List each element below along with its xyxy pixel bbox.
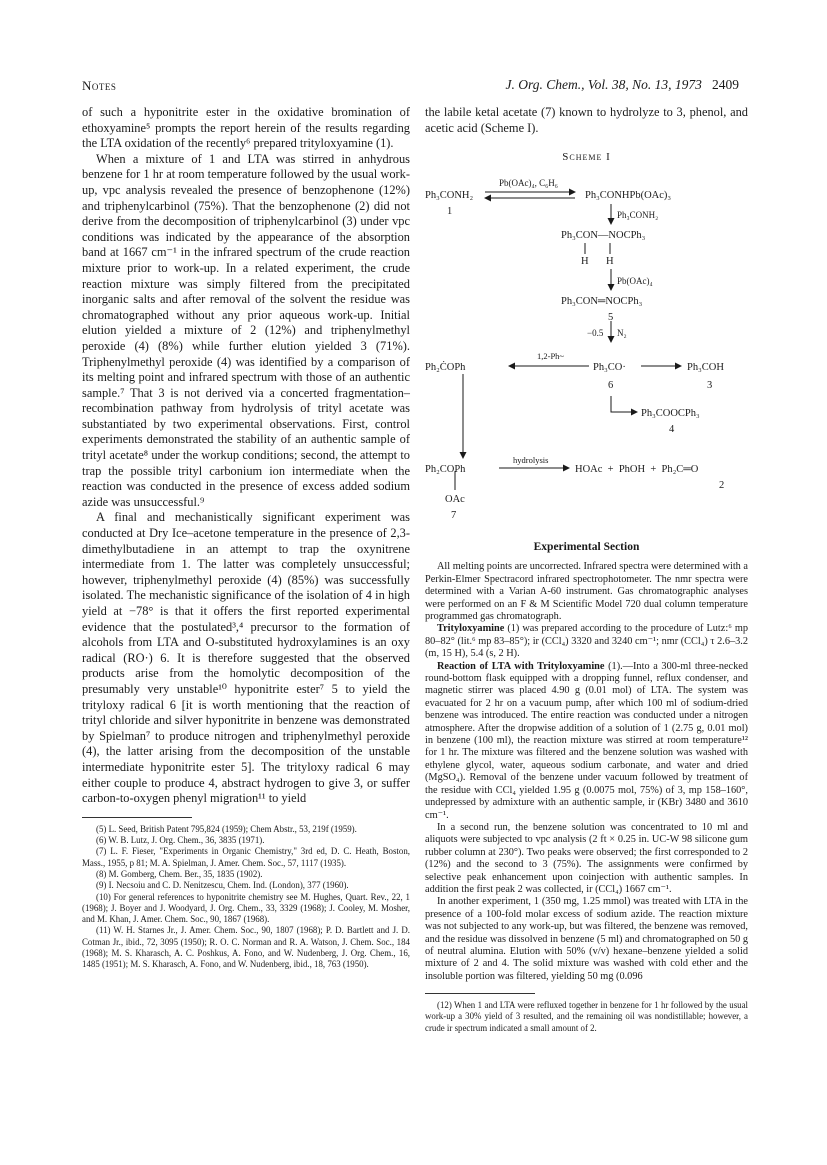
paragraph-2: When a mixture of 1 and LTA was stirred in anhydrous benzene for 1 hr at room temperature followed by the usual work-up, vpc analysis revealed the presence of benzophenone (12%) and triphenylcarbinol (75%). That the benzophenone (2) did not derive from the decomposition of triphenylcarbinol (3) under vpc conditions was indicated by the appearance of the absorption band at 1667 cm⁻¹ in the infrared spectrum of the crude reaction mixture prior to work-up. In a related experiment, the crude reaction mixture was simply filtered from the precipitated inorganic salts and after removal of the solvent the residue was chromatographed without any prior aqueous work-up. Initial elution yielded a mixture of 2 (12%) and triphenylmethyl peroxide (4) (8%) while further elution yielded 3 (71%). Triphenylmethyl peroxide (4) was identified by a comparison of its melting point and infrared spectrum with those of an authentic sample.⁷ That 3 is not derived via a concerted fragmentation–recombination pathway from hydrolysis of trityl acetate was substantiated by two experimental observations. First, control experiments demonstrated the stability of an authentic sample of trityl acetate⁸ under the workup conditions; second, the attempt to trap the possible trityl carbonium ion intermediate when the reaction was conducted in the presence of excess added sodium azide was unsuccessful.⁹: [82, 151, 410, 509]
exp-paragraph-4: In a second run, the benzene solution was concentrated to 10 ml and aliquots were subjected to vpc analysis (2 ft × 0.25 in. UC-W 98 silicone gum rubber column at 230°). Two peaks were observed; the first corresponded to 2 (12%) and the second to 3 (75%). The assignments were confirmed by selective peak enhancement upon coinjection with authentic samples. In addition the first peak 2 was collected, ir (CCl₄) 1667 cm⁻¹.: [425, 821, 748, 895]
right-column: [425, 105, 748, 1034]
trityl-peroxide: Ph₃COOCPh₃: [641, 407, 700, 419]
compound-1-label: 1: [447, 205, 453, 217]
compound-3-label: 3: [707, 379, 713, 391]
hydrazine-h-left: H: [581, 255, 589, 267]
hydrolysis-products: HOAc + PhOH + Ph₂C═O: [575, 463, 699, 475]
footnote-rule: [82, 817, 192, 818]
experimental-heading: Experimental Section: [533, 540, 640, 553]
exp-paragraph-1: All melting points are uncorrected. Infrared spectra were determined with a Perkin-Elmer Spectracord infrared spectrophotometer. The nmr spectra were determined with a Varian A-60 instrument. Gas chromatographic analyses were performed on an F & M Scientific Model 720 dual column temperature programmed gas chromatograph.: [425, 561, 748, 622]
footnote-9: (9) I. Necsoiu and C. D. Nenitzescu, Chem. Ind. (London), 377 (1960).: [96, 880, 349, 891]
n2-loss-coefficient: −0.5: [587, 327, 604, 338]
journal-citation: J. Org. Chem., Vol. 38, No. 13, 1973: [505, 77, 702, 92]
ketal-acetate: Ph₂COPh: [425, 463, 466, 475]
scheme-reagents-step1: Pb(OAc)₄, C₆H₆: [499, 177, 558, 188]
footnote-rule-right: [425, 993, 535, 994]
exp-paragraph-3: [425, 661, 748, 822]
paragraph-3: A final and mechanistically significant experiment was conducted at Dry Ice–acetone temperature in the presence of 2,3-dimethylbutadiene in an attempt to trap the oxynitrene intermediate from 1. The latter was completely unsuccessful; however, triphenylmethyl peroxide (4) (85%) was successfully isolated. The mechanistic significance of the isolation of 4 in high yield at −78° is that it offers the first reported experimental evidence that the postulated³,⁴ precursor to the formation of alcohols from LTA and O-substituted hydroxylamines is an oxy radical (RO·) 6. It is therefore suggested that the observed products arise from the homolytic decomposition of the presumably very unstable¹⁰ hyponitrite ester⁷ 5 to yield the trityloxy radical 6 [it is worth mentioning that the reaction of trityl chloride and silver hyponitrite in benzene was demonstrated by Spielman⁷ to produce nitrogen and triphenylmethyl peroxide (4), the latter arising from the decomposition of the unstable intermediate hyponitrite ester 5]. The trityloxy radical 6 may either couple to produce 4, abstract hydrogen to give 3, or suffer carbon-to-oxygen phenyl migration¹¹ to yield: [82, 510, 410, 806]
exp-paragraph-2: [425, 623, 748, 660]
footnote-12: (12) When 1 and LTA were refluxed together in benzene for 1 hr followed by the usual work-up a 30% yield of 3 resulted, and the remaining oil was nondistillable; however, a crude ir spectrum indicated a small amount of 2.: [425, 1000, 748, 1033]
running-head-notes: Notes: [82, 78, 117, 93]
exp-text-trityloxyamine: (1) was prepared according to the procedure of Lutz:⁶ mp 80–82° (lit.⁶ mp 83–85°); ir (CCl₄) 3320 and 3240 cm⁻¹; nmr (CCl₄) τ 2.6–3.2 (m, 15 H), 5.4 (s, 2 H).: [425, 623, 748, 660]
triphenylcarbinol: Ph₃COH: [687, 361, 724, 373]
lead-complex: Ph₃CONHPb(OAc)₃: [585, 189, 672, 201]
exp-heading-trityloxyamine: Trityloxyamine: [437, 623, 505, 635]
experimental-section: [425, 561, 748, 1034]
trityloxy-radical: Ph₃CO·: [593, 361, 626, 373]
running-head-journal: [506, 77, 740, 93]
left-column: [82, 105, 410, 971]
compound-7-label: 7: [451, 509, 457, 521]
paragraph-1: of such a hyponitrite ester in the oxidative bromination of ethoxyamine⁵ prompts the report herein of the results regarding the LTA oxidation of the recently⁶ prepared trityloxyamine (1).: [82, 105, 410, 151]
exp-text-reaction: (1).—Into a 300-ml three-necked round-bottom flask equipped with a dropping funnel, reflux condenser, and magnetic stirrer was placed 4.90 g (0.01 mol) of LTA. The system was evacuated for 2 hr on a vacuum pump, after which 100 ml of sodium-dried benzene was introduced. The entire reaction was conducted under a nitrogen atmosphere. After the dropwise addition of a solution of 1 (2.75 g, 0.01 mol) in benzene (100 ml), the reaction mixture was stirred at room temperature¹² for 1 hr. The mixture was filtered and the benzene solution was washed with ethylene glycol, water, aqueous sodium carbonate, and water and dried (MgSO₄). Removal of the benzene under vacuum followed by treatment of the residue with CCl₄ yielded 1.95 g (0.0075 mol, 75%) of 3, mp 158–160°, undepressed by admixture with an authentic sample, ir (KBr) 3480 and 3610 cm⁻¹.: [425, 660, 748, 821]
exp-paragraph-5: In another experiment, 1 (350 mg, 1.25 mmol) was treated with LTA in the presence of a 100-fold molar excess of sodium azide. The reaction mixture was not subjected to any work-up, but was filtered, the benzene was removed, and the residue was dissolved in benzene (5 ml) and chromatographed on 50 g of neutral alumina. Elution with 50% (v/v) hexane–benzene yielded a solid mixture of 2 and 4. The solid mixture was washed with cold ether and the insoluble portion was filtered, yielding 50 mg (0.096: [425, 896, 748, 982]
scheme-intro: the labile ketal acetate (7) known to hydrolyze to 3, phenol, and acetic acid (Scheme I).: [425, 105, 748, 135]
compound-6-label: 6: [608, 379, 614, 391]
phenyl-migration-label: 1,2-Ph~: [537, 350, 565, 361]
footnote-7: (7) L. F. Fieser, "Experiments in Organic Chemistry," 3rd ed, D. C. Heath, Boston, Mass., 1955, p 81; M. A. Spielman, J. Amer. Chem. Soc., 57, 1117 (1935).: [82, 846, 410, 868]
compound-1-formula: Ph₃CONH₂: [425, 189, 474, 201]
compound-2-label: 2: [719, 479, 725, 491]
hydrolysis-label: hydrolysis: [513, 454, 549, 465]
scheme-arrows: [425, 166, 748, 534]
scheme-reagent-step2: Ph₃CONH₂: [617, 209, 659, 220]
footnote-6: (6) W. B. Lutz, J. Org. Chem., 36, 3835 (1971).: [96, 835, 265, 846]
radical-ether: Ph₂ĊOPh: [425, 361, 466, 373]
scheme-reagent-step3: Pb(OAc)₄: [617, 275, 653, 286]
hydrazine-h-right: H: [606, 255, 614, 267]
ketal-oac: OAc: [445, 493, 465, 505]
page-number: 2409: [712, 77, 739, 92]
hydrazine-intermediate: Ph₃CON—NOCPh₃: [561, 229, 646, 241]
reaction-scheme: [425, 166, 748, 534]
exp-heading-reaction: Reaction of LTA with Trityloxyamine: [437, 660, 605, 672]
footnote-11: (11) W. H. Starnes Jr., J. Amer. Chem. Soc., 90, 1807 (1968); P. D. Bartlett and J. D. Cotman Jr., ibid., 72, 3095 (1950); R. O. C. Norman and R. A. Watson, J. Chem. Soc., 184 (1968); M. S. Kharasch, A. C. Poshkus, A. Fono, and W. Nudenberg, J. Org. Chem., 16, 1485 (1951); M. S. Kharasch, A. Fono, and W. Nudenberg, ibid., 18, 763 (1950).: [82, 925, 410, 970]
hyponitrite-ester: Ph₃CON═NOCPh₃: [561, 295, 643, 307]
compound-4-label: 4: [669, 423, 675, 435]
n2-loss: N₂: [617, 327, 627, 338]
footnote-8: (8) M. Gomberg, Chem. Ber., 35, 1835 (1902).: [96, 868, 263, 879]
compound-5-label: 5: [608, 311, 614, 323]
footnote-5: (5) L. Seed, British Patent 795,824 (1959); Chem Abstr., 53, 219f (1959).: [96, 823, 357, 834]
scheme-title: Scheme I: [562, 151, 611, 164]
footnote-10: (10) For general references to hyponitrite chemistry see M. Hughes, Quart. Rev., 22, 1 (1968); J. Boyer and J. Woodyard, J. Org. Chem., 33, 3329 (1968); J. Cooley, M. Mosher, and M. Khan, J. Amer. Chem. Soc., 90, 1867 (1968).: [82, 891, 410, 925]
